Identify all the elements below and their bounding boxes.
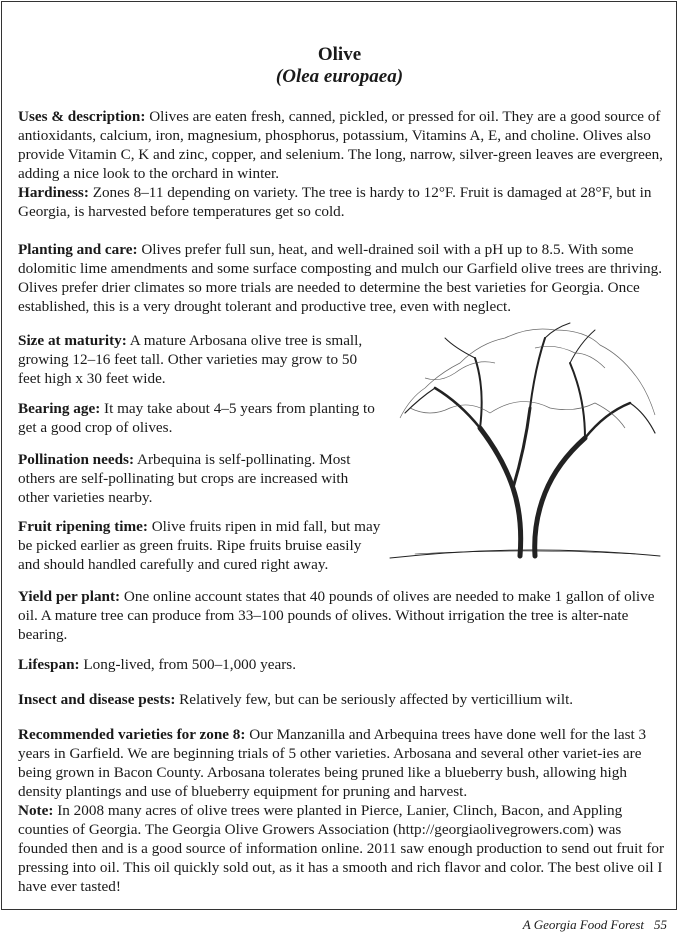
- section-size: [18, 331, 383, 388]
- section-label: Note:: [18, 802, 54, 819]
- olive-tree-illustration: [385, 318, 665, 576]
- section-text: It may take about 4–5 years from planting to get a good crop of olives.: [18, 400, 375, 436]
- section-varieties: [18, 725, 666, 801]
- page-title: Olive: [317, 44, 362, 65]
- section-text: Olives prefer full sun, heat, and well-drained soil with a pH up to 8.5. With some dolomitic lime amendments and some surface composting and mulch our Garfield olive trees are thriving. Olives prefer drier climates so more trials are needed to determine the best varieties for Georgia. Once established, this is a very drought tolerant and productive tree, even with neglect.: [18, 241, 663, 315]
- section-pests: [18, 690, 666, 709]
- section-text: Olive fruits ripen in mid fall, but may be picked earlier as green fruits. Ripe fruits bruise easily and should handled carefully and cured right away.: [18, 518, 381, 573]
- section-label: Hardiness:: [18, 184, 89, 201]
- section-text: In 2008 many acres of olive trees were planted in Pierce, Lanier, Clinch, Bacon, and Appling counties of Georgia. The Georgia Olive Growers Association (http://georgiaolivegrowers.com) was founded then and is a good source of information online. 2011 saw enough production to send out fruit for pressing into oil. This oil quickly sold out, as it has a smooth and rich flavor and color. The best olive oil I have ever tasted!: [18, 802, 665, 895]
- section-text: Olives are eaten fresh, canned, pickled, or pressed for oil. They are a good source of antioxidants, calcium, iron, magnesium, phosphorus, potassium, Vitamins A, E, and choline. Olives also provide Vitamin C, K and zinc, copper, and selenium. The long, narrow, silver-green leaves are evergreen, adding a nice look to the orchard in winter.: [18, 108, 663, 182]
- section-label: Pollination needs:: [18, 451, 135, 468]
- section-yield: [18, 587, 666, 644]
- section-label: Bearing age:: [18, 400, 101, 417]
- section-label: Yield per plant:: [18, 588, 121, 605]
- section-planting: [18, 240, 666, 316]
- section-text: Long-lived, from 500–1,000 years.: [79, 656, 296, 673]
- section-label: Size at maturity:: [18, 332, 127, 349]
- section-note: [18, 801, 666, 896]
- section-ripening: [18, 517, 383, 574]
- section-uses: [18, 107, 666, 183]
- section-text: Our Manzanilla and Arbequina trees have done well for the last 3 years in Garfield. We are beginning trials of 5 other varieties. Arbosana and several other variet-ies are being grown in Bacon County. Arbosana tolerates being pruned like a blueberry bush, allowing high density plantings and use of blueberry equipment for pruning and harvest.: [18, 726, 647, 800]
- section-label: Lifespan:: [18, 656, 80, 673]
- section-text: Arbequina is self-pollinating. Most others are self-pollinating but crops are increased with other varieties nearby.: [18, 451, 351, 506]
- section-label: Fruit ripening time:: [18, 518, 148, 535]
- section-label: Uses & description:: [18, 108, 146, 125]
- section-label: Recommended varieties for zone 8:: [18, 726, 246, 743]
- section-text: Zones 8–11 depending on variety. The tree is hardy to 12°F. Fruit is damaged at 28°F, but in Georgia, is harvested before temperatures get so cold.: [18, 184, 652, 220]
- section-text: Relatively few, but can be seriously affected by verticillium wilt.: [175, 691, 574, 708]
- section-bearing-age: [18, 399, 383, 437]
- section-text: One online account states that 40 pounds of olives are needed to make 1 gallon of olive oil. A mature tree can produce from 33–100 pounds of olives. Without irrigation the tree is alter-nate bearing.: [18, 588, 655, 643]
- scientific-name: (Olea europaea): [275, 66, 404, 87]
- page-number: 55: [654, 917, 667, 932]
- book-title: A Georgia Food Forest: [522, 917, 644, 932]
- page-footer: [523, 917, 667, 933]
- section-lifespan: [18, 655, 666, 674]
- section-label: Insect and disease pests:: [18, 691, 176, 708]
- section-label: Planting and care:: [18, 241, 138, 258]
- section-pollination: [18, 450, 383, 507]
- section-text: A mature Arbosana olive tree is small, growing 12–16 feet tall. Other varieties may grow to 50 feet high x 30 feet wide.: [18, 332, 363, 387]
- section-hardiness: [18, 183, 666, 221]
